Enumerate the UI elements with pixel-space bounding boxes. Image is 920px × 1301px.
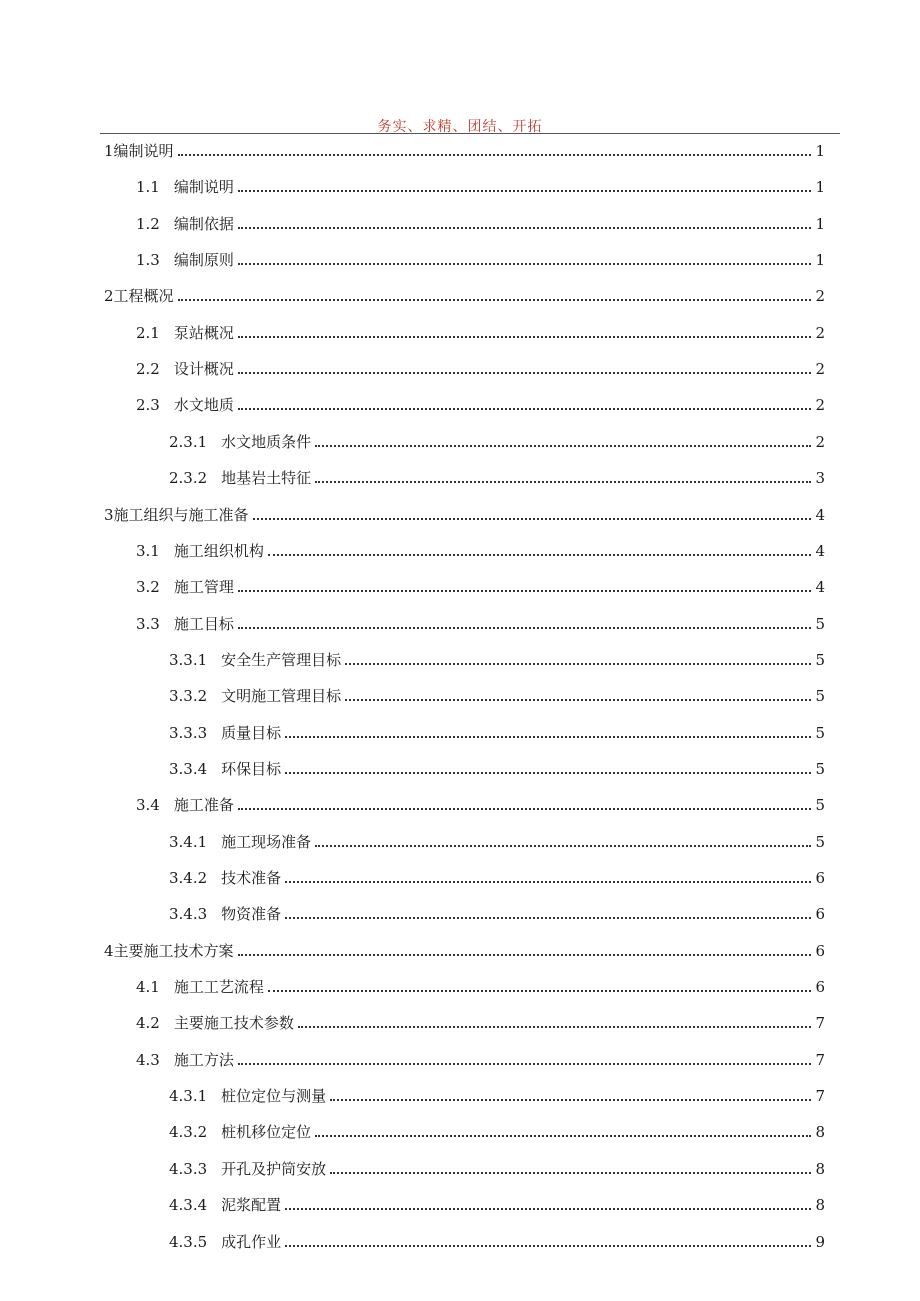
toc-leader-dots [238, 626, 812, 629]
toc-entry-title: 编制说明 [173, 178, 234, 197]
toc-leader-dots [238, 589, 812, 592]
toc-entry[interactable] [136, 572, 825, 596]
toc-entry-page: 2 [815, 360, 825, 379]
toc-entry-title: 施工工艺流程 [173, 978, 264, 997]
toc-entry-title: 编制说明 [113, 142, 174, 160]
toc-entry-page: 7 [815, 1087, 825, 1106]
toc-entry[interactable] [136, 390, 825, 414]
toc-entry[interactable] [169, 1227, 825, 1251]
toc-entry-title: 泵站概况 [173, 323, 234, 342]
toc-entry-number: 3.4.3 [169, 905, 208, 924]
toc-entry[interactable] [169, 1154, 825, 1178]
toc-leader-dots [238, 407, 812, 410]
toc-entry-page: 6 [815, 978, 825, 997]
toc-entry-page: 2 [815, 323, 825, 342]
toc-leader-dots [315, 844, 811, 847]
toc-entry[interactable] [169, 754, 825, 778]
toc-leader-dots [238, 189, 812, 192]
table-of-contents [0, 134, 920, 1254]
toc-entry-title: 桩机移位定位 [221, 1123, 312, 1142]
toc-entry-number: 2 [104, 287, 114, 306]
toc-entry-page: 2 [815, 396, 825, 415]
toc-entry[interactable] [104, 500, 825, 524]
toc-entry-number: 1.2 [136, 214, 160, 233]
toc-entry[interactable] [169, 827, 825, 851]
toc-entry-page: 4 [815, 578, 825, 597]
toc-leader-dots [285, 916, 811, 919]
toc-entry-page: 6 [815, 941, 825, 960]
toc-entry[interactable] [136, 172, 825, 196]
toc-entry-title: 施工管理 [173, 578, 234, 597]
toc-entry-title: 水文地质 [173, 396, 234, 415]
toc-entry-page: 5 [815, 832, 825, 851]
toc-entry[interactable] [104, 936, 825, 960]
toc-entry-page: 5 [815, 687, 825, 706]
toc-entry[interactable] [169, 1081, 825, 1105]
toc-entry-title: 施工方法 [173, 1050, 234, 1069]
toc-entry[interactable] [104, 136, 825, 160]
toc-leader-dots [315, 480, 811, 483]
toc-entry-number: 4.3.2 [169, 1123, 208, 1142]
toc-entry-number: 3.4.2 [169, 869, 208, 887]
toc-leader-dots [253, 517, 812, 520]
toc-entry-number: 1 [104, 142, 114, 160]
toc-entry-number: 2.1 [136, 323, 160, 342]
toc-entry-title: 施工组织与施工准备 [113, 505, 249, 524]
toc-entry[interactable] [136, 609, 825, 633]
toc-entry-page: 9 [815, 1232, 825, 1251]
toc-entry-number: 1.1 [136, 178, 160, 197]
toc-entry[interactable] [136, 1008, 825, 1032]
toc-entry[interactable] [136, 245, 825, 269]
toc-leader-dots [238, 262, 812, 265]
toc-entry[interactable] [136, 318, 825, 342]
toc-entry[interactable] [104, 281, 825, 305]
toc-leader-dots [238, 953, 812, 956]
toc-entry-page: 3 [815, 469, 825, 488]
toc-leader-dots [315, 444, 811, 447]
toc-entry[interactable] [169, 863, 825, 887]
toc-entry-number: 4.2 [136, 1014, 160, 1033]
toc-entry-title: 技术准备 [221, 869, 282, 887]
toc-leader-dots [285, 880, 811, 883]
toc-entry-page: 2 [815, 287, 825, 306]
toc-entry[interactable] [169, 463, 825, 487]
toc-entry-page: 7 [815, 1014, 825, 1033]
toc-entry-page: 5 [815, 650, 825, 669]
toc-entry-number: 4.3.3 [169, 1159, 208, 1178]
toc-entry-title: 开孔及护筒安放 [221, 1159, 327, 1178]
toc-entry-title: 环保目标 [221, 759, 282, 778]
toc-entry-number: 4.3.5 [169, 1232, 208, 1251]
toc-leader-dots [315, 1134, 811, 1137]
toc-leader-dots [285, 771, 811, 774]
toc-entry[interactable] [136, 972, 825, 996]
toc-entry-number: 2.3.1 [169, 432, 208, 451]
toc-entry-number: 2.2 [136, 360, 160, 379]
toc-entry-page: 1 [815, 251, 825, 270]
toc-leader-dots [238, 807, 812, 810]
toc-entry-title: 设计概况 [173, 360, 234, 379]
toc-entry-number: 3.2 [136, 578, 160, 597]
toc-entry[interactable] [169, 718, 825, 742]
toc-entry-page: 2 [815, 432, 825, 451]
toc-leader-dots [268, 989, 812, 992]
toc-leader-dots [330, 1098, 811, 1101]
toc-entry-title: 主要施工技术方案 [113, 941, 234, 960]
toc-entry-number: 1.3 [136, 251, 160, 270]
toc-entry-page: 6 [815, 869, 825, 887]
toc-entry[interactable] [136, 209, 825, 233]
toc-entry-number: 3.3 [136, 614, 160, 633]
toc-entry[interactable] [136, 790, 825, 814]
toc-leader-dots [285, 1207, 811, 1210]
toc-entry-number: 3.4 [136, 796, 160, 815]
toc-entry-title: 施工目标 [173, 614, 234, 633]
toc-entry-title: 主要施工技术参数 [173, 1014, 294, 1033]
toc-entry[interactable] [169, 1117, 825, 1141]
toc-entry-title: 编制依据 [173, 214, 234, 233]
toc-leader-dots [285, 735, 811, 738]
toc-leader-dots [238, 371, 812, 374]
header-motto: 务实、求精、团结、开拓 [377, 119, 543, 135]
toc-leader-dots [345, 662, 811, 665]
toc-entry-number: 4.3.4 [169, 1196, 208, 1215]
toc-entry-number: 4.3.1 [169, 1087, 208, 1106]
toc-leader-dots [238, 335, 812, 338]
toc-leader-dots [298, 1025, 812, 1028]
toc-entry-page: 5 [815, 759, 825, 778]
toc-entry-page: 1 [815, 142, 825, 160]
toc-entry-title: 安全生产管理目标 [221, 650, 342, 669]
toc-entry[interactable] [169, 681, 825, 705]
toc-entry[interactable] [169, 427, 825, 451]
toc-entry-page: 4 [815, 541, 825, 560]
toc-entry-number: 2.3 [136, 396, 160, 415]
toc-entry-number: 3.4.1 [169, 832, 208, 851]
toc-entry-page: 1 [815, 214, 825, 233]
toc-entry-title: 工程概况 [113, 287, 174, 306]
toc-entry-page: 8 [815, 1159, 825, 1178]
toc-leader-dots [238, 226, 812, 229]
toc-entry-number: 4.3 [136, 1050, 160, 1069]
toc-entry-title: 施工现场准备 [221, 832, 312, 851]
toc-entry[interactable] [136, 1045, 825, 1069]
toc-leader-dots [268, 553, 812, 556]
toc-leader-dots [178, 153, 812, 156]
toc-entry-number: 3.1 [136, 541, 160, 560]
toc-entry-number: 3.3.3 [169, 723, 208, 742]
toc-entry-number: 3.3.1 [169, 650, 208, 669]
toc-leader-dots [330, 1171, 811, 1174]
toc-entry-page: 5 [815, 796, 825, 815]
toc-entry-title: 施工准备 [173, 796, 234, 815]
toc-entry-number: 3.3.2 [169, 687, 208, 706]
toc-entry-title: 桩位定位与测量 [221, 1087, 327, 1106]
toc-entry[interactable] [169, 1190, 825, 1214]
toc-leader-dots [285, 1244, 811, 1247]
toc-entry-number: 3.3.4 [169, 759, 208, 778]
toc-entry-title: 施工组织机构 [173, 541, 264, 560]
toc-entry-title: 编制原则 [173, 251, 234, 270]
toc-entry[interactable] [169, 899, 825, 923]
toc-entry-title: 地基岩土特征 [221, 469, 312, 488]
toc-entry-page: 6 [815, 905, 825, 924]
toc-entry-title: 水文地质条件 [221, 432, 312, 451]
toc-entry[interactable] [136, 354, 825, 378]
toc-entry-title: 成孔作业 [221, 1232, 282, 1251]
toc-entry-page: 5 [815, 614, 825, 633]
toc-entry-title: 泥浆配置 [221, 1196, 282, 1215]
toc-entry-number: 4 [104, 941, 114, 960]
toc-entry-page: 8 [815, 1196, 825, 1215]
toc-entry[interactable] [169, 645, 825, 669]
toc-entry-page: 7 [815, 1050, 825, 1069]
toc-leader-dots [345, 698, 811, 701]
toc-entry-title: 文明施工管理目标 [221, 687, 342, 706]
toc-entry-number: 2.3.2 [169, 469, 208, 488]
toc-entry-number: 3 [104, 505, 114, 524]
toc-entry-number: 4.1 [136, 978, 160, 997]
toc-entry-page: 5 [815, 723, 825, 742]
toc-entry-title: 物资准备 [221, 905, 282, 924]
toc-entry-page: 4 [815, 505, 825, 524]
toc-entry[interactable] [136, 536, 825, 560]
toc-leader-dots [178, 298, 812, 301]
toc-entry-title: 质量目标 [221, 723, 282, 742]
toc-entry-page: 8 [815, 1123, 825, 1142]
toc-leader-dots [238, 1062, 812, 1065]
toc-entry-page: 1 [815, 178, 825, 197]
